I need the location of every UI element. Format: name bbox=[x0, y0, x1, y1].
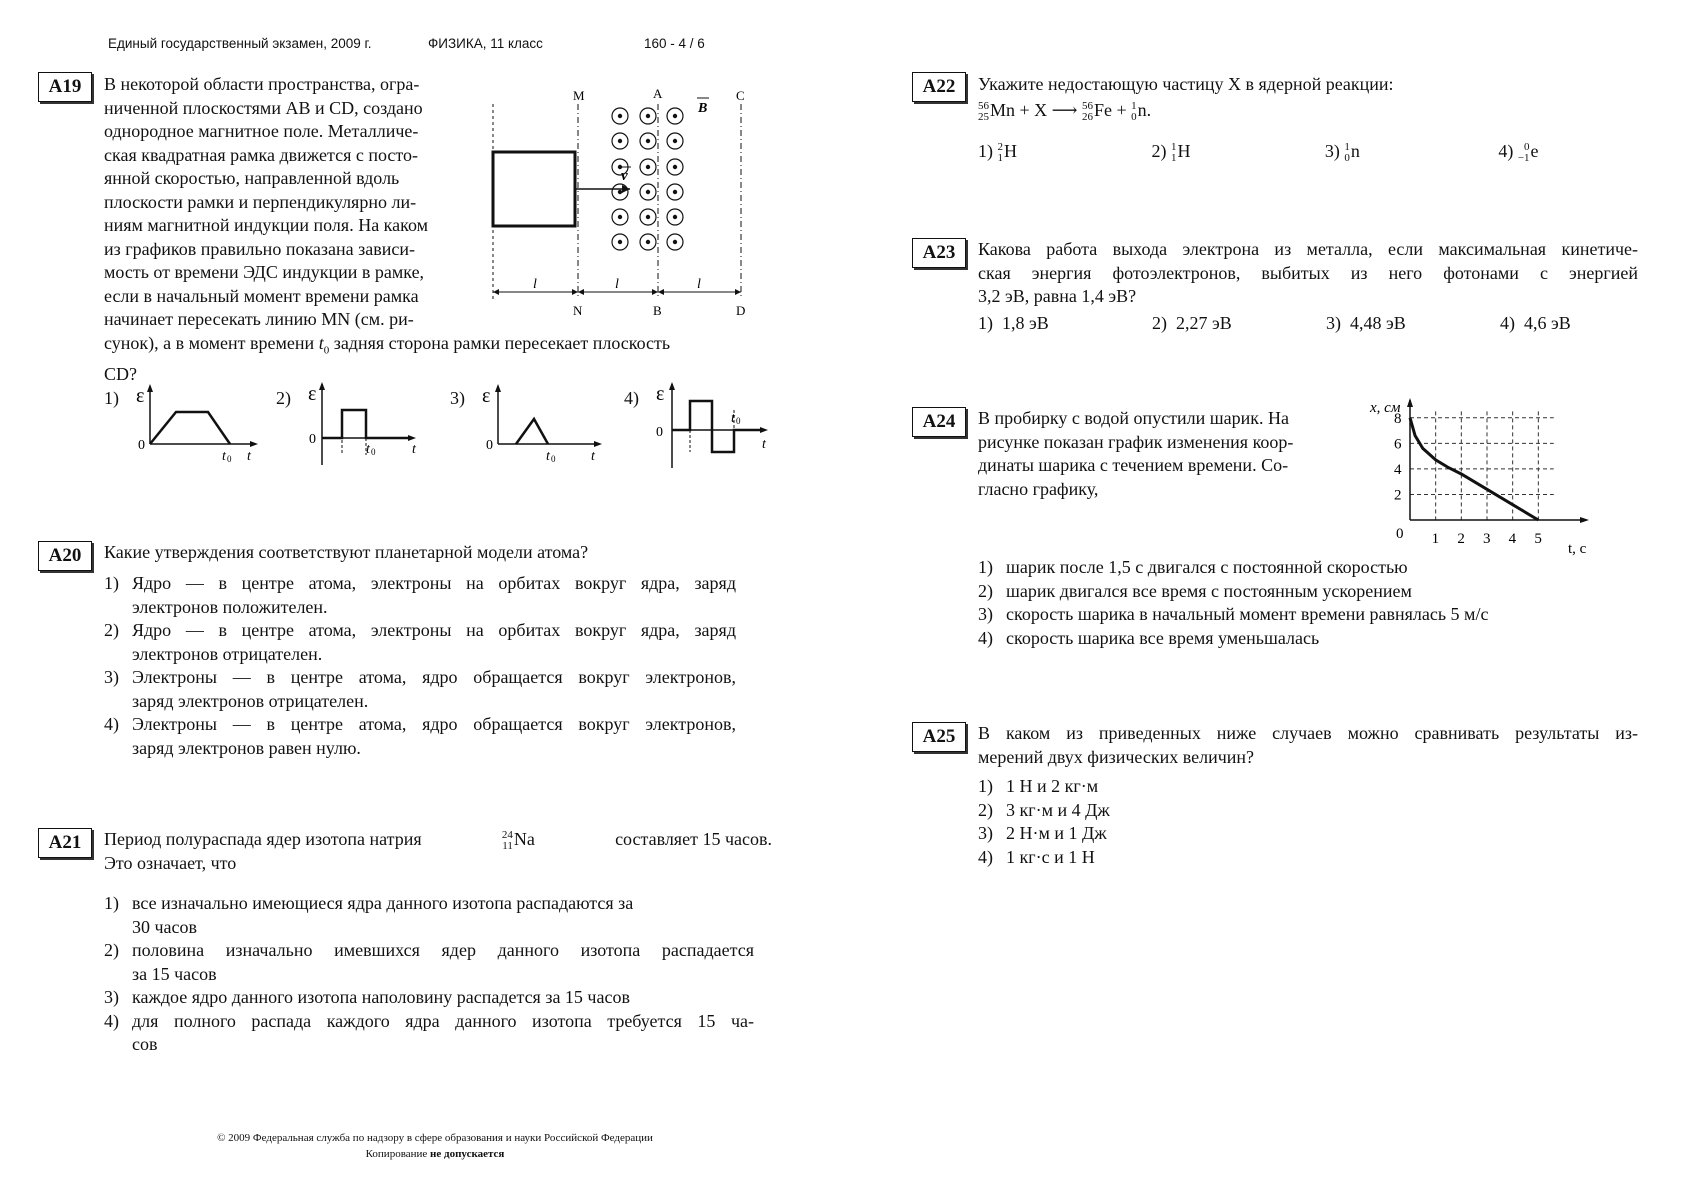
answer-option[interactable]: 1) 2 1 H bbox=[978, 140, 1017, 164]
svg-text:0: 0 bbox=[486, 438, 493, 453]
task-badge-a19: A19 bbox=[38, 72, 92, 102]
answer-option[interactable]: 4) для полного распада каждого ядра данного изотопа требуется 15 ча- сов bbox=[104, 1010, 754, 1054]
a19-line: из графиков правильно показана зависи- bbox=[104, 238, 415, 259]
svg-text:ε: ε bbox=[482, 385, 491, 407]
field-dot-center bbox=[673, 165, 677, 169]
chart-grid bbox=[1410, 411, 1554, 520]
y-tick-label: 8 bbox=[1394, 410, 1402, 427]
svg-text:0: 0 bbox=[227, 454, 232, 462]
x-tick-label: 0 bbox=[1396, 526, 1404, 542]
header-exam: Единый государственный экзамен, 2009 г. bbox=[108, 36, 372, 51]
field-dot-center bbox=[618, 139, 622, 143]
a19-line: однородное магнитное поле. Металличе- bbox=[104, 121, 419, 141]
footer-copyright: © 2009 Федеральная служба по надзору в сфере образования и науки Российской Федерации bbox=[217, 1132, 653, 1144]
a19-line: ская квадратная рамка движется с посто- bbox=[104, 144, 419, 165]
svg-text:0: 0 bbox=[656, 425, 663, 440]
label-a: A bbox=[653, 86, 663, 101]
a22-question: Укажите недостающую частицу X в ядерной реакции: bbox=[978, 74, 1394, 94]
label-l: l bbox=[533, 277, 537, 292]
task-badge-a20: A20 bbox=[38, 541, 92, 571]
svg-text:0: 0 bbox=[371, 447, 376, 457]
answer-option[interactable]: 2) 1 1 H bbox=[1151, 140, 1191, 164]
answer-option[interactable]: 4) скорость шарика все время уменьшалась bbox=[978, 627, 1320, 648]
answer-option[interactable]: 2) шарик двигался все время с постоянным ускорением bbox=[978, 580, 1412, 601]
answer-option[interactable]: 2) Ядро — в центре атома, электроны на орбитах вокруг ядра, заряд электронов отрицателен. bbox=[104, 620, 736, 664]
task-badge-a24: A24 bbox=[912, 407, 966, 437]
svg-text:t: t bbox=[412, 442, 416, 457]
a19-field-figure bbox=[485, 84, 755, 324]
a19-line: ниченной плоскостями AB и CD, создано bbox=[104, 97, 423, 118]
field-dot-center bbox=[618, 114, 622, 118]
a20-question: Какие утверждения соответствуют планетарной модели атома? bbox=[104, 542, 589, 562]
answer-option[interactable]: 2) 3 кг·м и 4 Дж bbox=[978, 799, 1110, 820]
label-b-vector: B bbox=[698, 101, 708, 116]
answer-option[interactable]: 4) Электроны — в центре атома, ядро обращается вокруг электронов, заряд электронов равен нулю. bbox=[104, 714, 736, 758]
graph-1-number: 1) bbox=[104, 388, 119, 408]
square-frame bbox=[493, 152, 575, 226]
label-c: C bbox=[736, 88, 745, 103]
svg-text:t: t bbox=[591, 449, 595, 462]
answer-option[interactable]: 3) 2 Н·м и 1 Дж bbox=[978, 823, 1107, 843]
a22-options bbox=[978, 140, 1598, 164]
answer-option[interactable]: 2) 2,27 эВ bbox=[1152, 313, 1232, 333]
y-axis-arrow bbox=[1407, 398, 1413, 407]
label-d: D bbox=[736, 303, 746, 318]
graph-3-number: 3) bbox=[450, 388, 465, 408]
svg-text:0: 0 bbox=[309, 432, 316, 447]
field-dot-center bbox=[618, 190, 622, 194]
field-dot-center bbox=[618, 240, 622, 244]
a19-line: плоскости рамки и перпендикулярно ли- bbox=[104, 191, 417, 212]
svg-text:0: 0 bbox=[736, 416, 741, 426]
x-axis-arrow bbox=[1580, 517, 1589, 523]
footer-copy-notice: Копирование не допускается bbox=[365, 1148, 505, 1160]
answer-option[interactable]: 3) 4,48 эВ bbox=[1326, 313, 1406, 333]
isotope-index: 24 11 bbox=[501, 828, 513, 852]
graph-4 bbox=[652, 380, 777, 470]
graph-curve bbox=[322, 410, 412, 438]
chart-ylabel: x, см bbox=[1370, 400, 1401, 416]
label-b: B bbox=[653, 303, 662, 318]
field-dot-center bbox=[646, 215, 650, 219]
a24-options bbox=[978, 556, 1638, 650]
field-dot-center bbox=[673, 190, 677, 194]
a24-coordinate-chart bbox=[1362, 396, 1602, 561]
a19-line: начинает пересекать линию MN (см. ри- bbox=[104, 309, 414, 329]
header-page: 160 - 4 / 6 bbox=[644, 36, 705, 51]
task-badge-a22: A22 bbox=[912, 72, 966, 102]
a19-text-tail: сунок), а в момент времени $t_0$ задняя сторона рамки пересекает плоскость CD? bbox=[104, 333, 671, 385]
a19-line: если в начальный момент времени рамка bbox=[104, 285, 419, 306]
answer-option[interactable]: 4) 4,6 эВ bbox=[1500, 313, 1571, 333]
field-dot-center bbox=[646, 190, 650, 194]
answer-option[interactable]: 1) все изначально имеющиеся ядра данного изотопа распадаются за 30 часов bbox=[104, 893, 634, 937]
graph-ylabel: ε bbox=[136, 385, 145, 407]
y-tick-label: 4 bbox=[1394, 461, 1402, 478]
svg-text:t: t bbox=[222, 449, 226, 462]
a21-question: Период полураспада ядер изотопа натрия 24 11 Na составляет 15 часов. Это означает, что bbox=[104, 828, 772, 873]
label-l: l bbox=[697, 277, 701, 292]
label-v: v bbox=[621, 168, 628, 184]
x-tick-label: 5 bbox=[1534, 531, 1542, 547]
answer-option[interactable]: 1) 1,8 эВ bbox=[978, 313, 1049, 333]
svg-text:t: t bbox=[762, 437, 766, 452]
field-dot-center bbox=[646, 240, 650, 244]
answer-option[interactable]: 1) 1 Н и 2 кг·м bbox=[978, 776, 1099, 796]
a23-text: Какова работа выхода электрона из металла, если максимальная кинетиче- ская энергия фотоэлектронов, выбитых из него фотонами с энергией 3,2 эВ, равна 1,4 эВ? bbox=[978, 239, 1638, 306]
graph-curve bbox=[150, 412, 230, 444]
task-badge-a23: A23 bbox=[912, 238, 966, 268]
field-dot-center bbox=[673, 139, 677, 143]
field-dot-center bbox=[646, 139, 650, 143]
a25-options bbox=[978, 775, 1378, 869]
answer-option[interactable]: 3) 1 0 n bbox=[1324, 140, 1360, 164]
x-tick-label: 3 bbox=[1483, 531, 1491, 547]
label-m: M bbox=[573, 88, 585, 103]
field-dot-center bbox=[618, 215, 622, 219]
a21-options bbox=[104, 892, 754, 1057]
svg-text:ε: ε bbox=[308, 383, 317, 405]
graph-2-number: 2) bbox=[276, 388, 291, 408]
graph-curve bbox=[516, 419, 548, 444]
a25-text: В каком из приведенных ниже случаев можно сравнивать результаты из- мерений двух физических величин? bbox=[978, 723, 1638, 767]
graph-curve bbox=[672, 401, 764, 452]
svg-text:ε: ε bbox=[656, 383, 665, 405]
chart-xlabel: t, c bbox=[1568, 541, 1587, 557]
task-badge-a21: A21 bbox=[38, 828, 92, 858]
a19-text bbox=[104, 73, 478, 332]
svg-text:t: t bbox=[731, 411, 735, 426]
x-tick-label: 2 bbox=[1457, 531, 1465, 547]
task-badge-a25: A25 bbox=[912, 722, 966, 752]
answer-option[interactable]: 4) 0 −1 e bbox=[1498, 140, 1539, 164]
field-dot-center bbox=[673, 114, 677, 118]
answer-option[interactable]: 3) Электроны — в центре атома, ядро обращается вокруг электронов, заряд электронов отрицателен. bbox=[104, 667, 736, 711]
svg-text:t: t bbox=[247, 449, 251, 462]
graph-3 bbox=[478, 382, 608, 462]
reaction-arrow: ⟶ bbox=[1051, 100, 1078, 120]
answer-option[interactable]: 1) шарик после 1,5 с двигался с постоянной скоростью bbox=[978, 557, 1408, 577]
svg-text:0: 0 bbox=[551, 454, 556, 462]
answer-option[interactable]: 2) половина изначально имевшихся ядер данного изотопа распадается за 15 часов bbox=[104, 940, 754, 984]
answer-option[interactable]: 3) каждое ядро данного изотопа наполовину распадется за 15 часов bbox=[104, 987, 630, 1007]
answer-option[interactable]: 1) Ядро — в центре атома, электроны на орбитах вокруг ядра, заряд электронов положителен. bbox=[104, 573, 736, 617]
answer-option[interactable]: 3) скорость шарика в начальный момент времени равнялась 5 м/с bbox=[978, 604, 1489, 624]
field-dot-center bbox=[618, 165, 622, 169]
x-tick-label: 1 bbox=[1431, 531, 1440, 547]
y-tick-label: 2 bbox=[1394, 487, 1402, 504]
field-dot-center bbox=[646, 165, 650, 169]
graph-1 bbox=[130, 382, 270, 462]
y-tick-label: 6 bbox=[1394, 436, 1402, 453]
svg-text:t: t bbox=[366, 442, 370, 457]
field-dot-center bbox=[673, 240, 677, 244]
svg-text:0: 0 bbox=[138, 438, 145, 453]
a24-text: В пробирку с водой опустили шарик. На рисунке показан график изменения коор- динаты шарика с течением времени. Со- гласно графику, bbox=[978, 408, 1294, 499]
svg-text:t: t bbox=[546, 449, 550, 462]
answer-option[interactable]: 4) 1 кг·с и 1 Н bbox=[978, 846, 1095, 867]
a19-line: янной скоростью, направленной вдоль bbox=[104, 168, 400, 188]
a20-options bbox=[104, 572, 736, 760]
a23-options bbox=[978, 312, 1638, 336]
a19-line: В некоторой области пространства, огра- bbox=[104, 74, 420, 94]
a22-reaction: 56 25 Mn + X ⟶ 56 26 Fe + 1 0 n. bbox=[978, 99, 1152, 123]
label-n: N bbox=[573, 303, 583, 318]
label-l: l bbox=[615, 277, 619, 292]
field-dot-center bbox=[673, 215, 677, 219]
a19-line: мость от времени ЭДС индукции в рамке, bbox=[104, 262, 425, 282]
graph-2 bbox=[300, 380, 425, 470]
graph-4-number: 4) bbox=[624, 388, 639, 408]
a19-line: ниям магнитной индукции поля. На каком bbox=[104, 215, 429, 235]
field-dot-center bbox=[646, 114, 650, 118]
x-tick-label: 4 bbox=[1508, 531, 1517, 547]
header-subject: ФИЗИКА, 11 класс bbox=[428, 36, 543, 51]
